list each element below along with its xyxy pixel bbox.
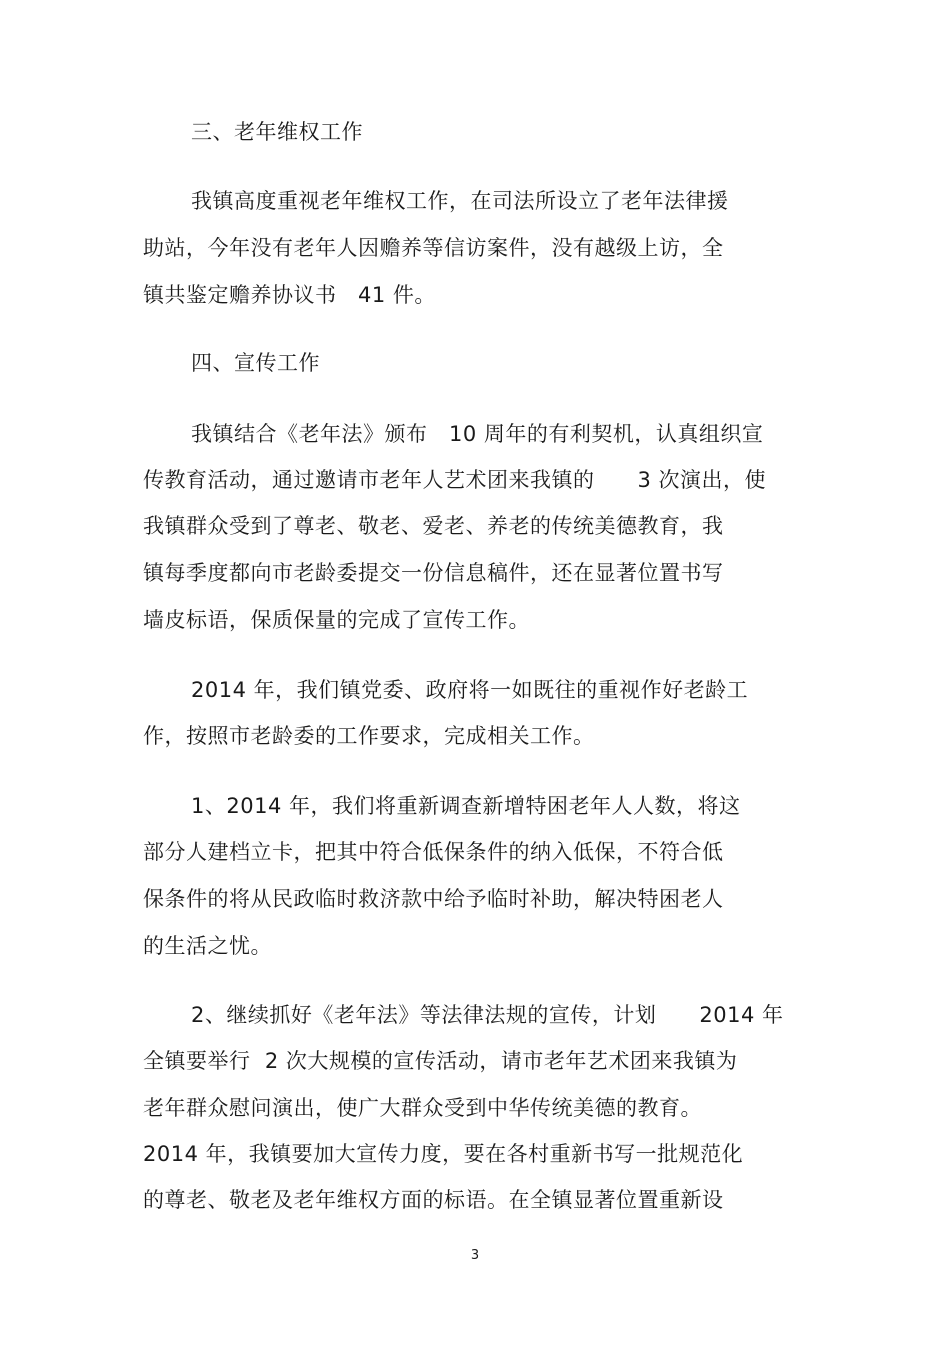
paragraph-line: 2、继续抓好《老年法》等法律法规的宣传，计划 2014 年	[191, 1003, 784, 1027]
paragraph-line: 助站，今年没有老年人因赡养等信访案件，没有越级上访，全	[143, 236, 724, 260]
paragraph-line: 的生活之忧。	[143, 934, 272, 958]
paragraph-line: 镇共鉴定赡养协议书 41 件。	[143, 283, 436, 307]
paragraph-line: 老年群众慰问演出，使广大群众受到中华传统美德的教育。	[143, 1096, 702, 1120]
page-number: 3	[470, 1248, 480, 1263]
paragraph-line: 我镇群众受到了尊老、敬老、爱老、养老的传统美德教育，我	[143, 514, 724, 538]
paragraph-line: 作，按照市老龄委的工作要求，完成相关工作。	[143, 724, 595, 748]
paragraph-line: 镇每季度都向市老龄委提交一份信息稿件，还在显著位置书写	[143, 561, 724, 585]
paragraph-line: 1、2014 年，我们将重新调查新增特困老年人人数，将这	[191, 794, 741, 818]
paragraph-line: 部分人建档立卡，把其中符合低保条件的纳入低保，不符合低	[143, 840, 724, 864]
paragraph-line: 我镇高度重视老年维权工作，在司法所设立了老年法律援	[191, 189, 729, 213]
paragraph-line: 2014 年，我镇要加大宣传力度，要在各村重新书写一批规范化	[143, 1142, 744, 1166]
paragraph-line: 的尊老、敬老及老年维权方面的标语。在全镇显著位置重新设	[143, 1188, 724, 1212]
paragraph-line: 保条件的将从民政临时救济款中给予临时补助，解决特困老人	[143, 887, 724, 911]
paragraph-line: 我镇结合《老年法》颁布 10 周年的有利契机，认真组织宣	[191, 422, 764, 446]
paragraph-line: 墙皮标语，保质保量的完成了宣传工作。	[143, 608, 530, 632]
paragraph-line: 2014 年，我们镇党委、政府将一如既往的重视作好老龄工	[191, 678, 749, 702]
paragraph-line: 传教育活动，通过邀请市老年人艺术团来我镇的 3 次演出，使	[143, 468, 767, 492]
section-heading-publicity: 四、宣传工作	[191, 351, 320, 375]
section-heading-elder-rights: 三、老年维权工作	[191, 120, 363, 144]
paragraph-line: 全镇要举行 2 次大规模的宣传活动，请市老年艺术团来我镇为	[143, 1049, 738, 1073]
